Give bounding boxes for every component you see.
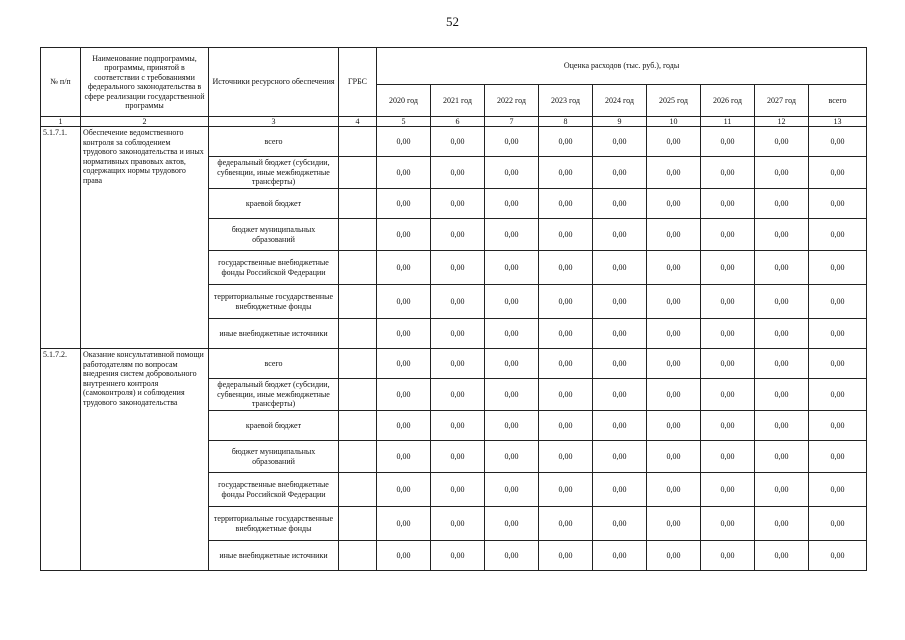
expense-value: 0,00	[539, 349, 593, 379]
expense-value: 0,00	[701, 285, 755, 319]
expense-value: 0,00	[485, 127, 539, 157]
header-year: 2021 год	[431, 85, 485, 117]
expense-value: 0,00	[377, 319, 431, 349]
expense-value: 0,00	[377, 411, 431, 441]
expense-value: 0,00	[485, 379, 539, 411]
expense-value: 0,00	[701, 219, 755, 251]
expense-value: 0,00	[431, 219, 485, 251]
expense-value: 0,00	[377, 251, 431, 285]
header-name: Наименование подпрограммы, программы, принятой в соответствии с требованиями федерального законодательства в сфере реализации государственной программы	[81, 48, 209, 117]
expense-value: 0,00	[755, 319, 809, 349]
column-index-cell: 7	[485, 117, 539, 127]
grbs-cell	[339, 541, 377, 571]
expense-value: 0,00	[377, 285, 431, 319]
expense-value: 0,00	[485, 473, 539, 507]
expense-value: 0,00	[809, 219, 867, 251]
expense-value: 0,00	[539, 473, 593, 507]
expense-value: 0,00	[647, 541, 701, 571]
expense-value: 0,00	[377, 441, 431, 473]
page-number: 52	[446, 14, 459, 29]
funding-source: краевой бюджет	[209, 411, 339, 441]
column-index-cell: 3	[209, 117, 339, 127]
expense-value: 0,00	[593, 219, 647, 251]
expense-value: 0,00	[485, 319, 539, 349]
expense-value: 0,00	[431, 285, 485, 319]
header-year: 2025 год	[647, 85, 701, 117]
expense-value: 0,00	[701, 157, 755, 189]
header-row	[41, 48, 867, 85]
expense-value: 0,00	[485, 541, 539, 571]
expense-value: 0,00	[539, 379, 593, 411]
expense-value: 0,00	[539, 285, 593, 319]
expense-value: 0,00	[377, 473, 431, 507]
expense-value: 0,00	[647, 473, 701, 507]
expense-value: 0,00	[593, 541, 647, 571]
expense-value: 0,00	[431, 127, 485, 157]
expense-value: 0,00	[647, 285, 701, 319]
expense-value: 0,00	[539, 319, 593, 349]
header-year: 2027 год	[755, 85, 809, 117]
funding-source: территориальные государственные внебюджетные фонды	[209, 507, 339, 541]
expense-value: 0,00	[377, 349, 431, 379]
expense-value: 0,00	[377, 541, 431, 571]
expense-value: 0,00	[755, 441, 809, 473]
expense-value: 0,00	[377, 219, 431, 251]
expense-value: 0,00	[593, 189, 647, 219]
expense-value: 0,00	[593, 473, 647, 507]
expense-value: 0,00	[647, 349, 701, 379]
expense-value: 0,00	[593, 251, 647, 285]
expense-value: 0,00	[701, 349, 755, 379]
header-year: всего	[809, 85, 867, 117]
funding-source: иные внебюджетные источники	[209, 541, 339, 571]
column-index-cell: 13	[809, 117, 867, 127]
expense-value: 0,00	[647, 219, 701, 251]
header-year: 2020 год	[377, 85, 431, 117]
expense-value: 0,00	[755, 189, 809, 219]
expense-value: 0,00	[755, 285, 809, 319]
expense-value: 0,00	[809, 189, 867, 219]
grbs-cell	[339, 127, 377, 157]
column-index-cell: 6	[431, 117, 485, 127]
item-code: 5.1.7.2.	[41, 349, 81, 571]
funding-source: государственные внебюджетные фонды Российской Федерации	[209, 251, 339, 285]
expense-value: 0,00	[647, 251, 701, 285]
expense-value: 0,00	[377, 127, 431, 157]
header-sources: Источники ресурсного обеспечения	[209, 48, 339, 117]
budget-table	[40, 47, 867, 571]
expense-value: 0,00	[701, 127, 755, 157]
expense-value: 0,00	[593, 411, 647, 441]
grbs-cell	[339, 251, 377, 285]
expense-value: 0,00	[809, 349, 867, 379]
expense-value: 0,00	[647, 319, 701, 349]
expense-value: 0,00	[431, 411, 485, 441]
expense-value: 0,00	[647, 379, 701, 411]
expense-value: 0,00	[539, 441, 593, 473]
column-index-cell: 10	[647, 117, 701, 127]
funding-source: всего	[209, 127, 339, 157]
expense-value: 0,00	[485, 411, 539, 441]
expense-value: 0,00	[809, 157, 867, 189]
expense-value: 0,00	[593, 349, 647, 379]
column-index-cell: 1	[41, 117, 81, 127]
expense-value: 0,00	[809, 541, 867, 571]
expense-value: 0,00	[809, 379, 867, 411]
header-grbs: ГРБС	[339, 48, 377, 117]
grbs-cell	[339, 319, 377, 349]
column-index-row	[41, 117, 867, 127]
funding-source: всего	[209, 349, 339, 379]
expense-value: 0,00	[809, 441, 867, 473]
expense-value: 0,00	[539, 157, 593, 189]
header-number: № п/п	[41, 48, 81, 117]
expense-value: 0,00	[593, 379, 647, 411]
expense-value: 0,00	[539, 219, 593, 251]
expense-value: 0,00	[539, 507, 593, 541]
expense-value: 0,00	[431, 251, 485, 285]
expense-value: 0,00	[593, 507, 647, 541]
expense-value: 0,00	[485, 189, 539, 219]
funding-source: бюджет муниципальных образований	[209, 441, 339, 473]
expense-value: 0,00	[755, 541, 809, 571]
expense-value: 0,00	[755, 251, 809, 285]
column-index-cell: 5	[377, 117, 431, 127]
expense-value: 0,00	[701, 441, 755, 473]
expense-value: 0,00	[755, 411, 809, 441]
expense-value: 0,00	[809, 251, 867, 285]
expense-value: 0,00	[431, 541, 485, 571]
expense-value: 0,00	[701, 507, 755, 541]
expense-value: 0,00	[539, 251, 593, 285]
column-index-cell: 4	[339, 117, 377, 127]
expense-value: 0,00	[809, 319, 867, 349]
expense-value: 0,00	[755, 349, 809, 379]
expense-value: 0,00	[755, 379, 809, 411]
expense-value: 0,00	[647, 441, 701, 473]
expense-value: 0,00	[485, 157, 539, 189]
expense-value: 0,00	[755, 473, 809, 507]
grbs-cell	[339, 285, 377, 319]
expense-value: 0,00	[701, 541, 755, 571]
expense-value: 0,00	[485, 285, 539, 319]
grbs-cell	[339, 157, 377, 189]
header-year: 2022 год	[485, 85, 539, 117]
expense-value: 0,00	[593, 157, 647, 189]
expense-value: 0,00	[701, 411, 755, 441]
expense-value: 0,00	[485, 251, 539, 285]
expense-value: 0,00	[647, 411, 701, 441]
expense-value: 0,00	[431, 473, 485, 507]
grbs-cell	[339, 441, 377, 473]
table-row	[41, 349, 867, 379]
expense-value: 0,00	[809, 127, 867, 157]
funding-source: федеральный бюджет (субсидии, субвенции, иные межбюджетные трансферты)	[209, 157, 339, 189]
expense-value: 0,00	[755, 219, 809, 251]
expense-value: 0,00	[485, 441, 539, 473]
grbs-cell	[339, 349, 377, 379]
funding-source: федеральный бюджет (субсидии, субвенции, иные межбюджетные трансферты)	[209, 379, 339, 411]
column-index-cell: 12	[755, 117, 809, 127]
expense-value: 0,00	[755, 507, 809, 541]
expense-value: 0,00	[377, 507, 431, 541]
expense-value: 0,00	[593, 127, 647, 157]
expense-value: 0,00	[593, 285, 647, 319]
funding-source: территориальные государственные внебюджетные фонды	[209, 285, 339, 319]
expense-value: 0,00	[431, 349, 485, 379]
header-expenses: Оценка расходов (тыс. руб.), годы	[377, 48, 867, 85]
expense-value: 0,00	[701, 189, 755, 219]
header-year: 2026 год	[701, 85, 755, 117]
expense-value: 0,00	[701, 473, 755, 507]
item-code: 5.1.7.1.	[41, 127, 81, 349]
expense-value: 0,00	[431, 507, 485, 541]
expense-value: 0,00	[647, 157, 701, 189]
expense-value: 0,00	[701, 379, 755, 411]
expense-value: 0,00	[539, 189, 593, 219]
column-index-cell: 2	[81, 117, 209, 127]
expense-value: 0,00	[431, 189, 485, 219]
expense-value: 0,00	[539, 127, 593, 157]
expense-value: 0,00	[809, 507, 867, 541]
expense-value: 0,00	[755, 127, 809, 157]
expense-value: 0,00	[377, 379, 431, 411]
expense-value: 0,00	[593, 441, 647, 473]
expense-value: 0,00	[485, 219, 539, 251]
expense-value: 0,00	[485, 349, 539, 379]
expense-value: 0,00	[377, 189, 431, 219]
expense-value: 0,00	[431, 379, 485, 411]
header-year: 2024 год	[593, 85, 647, 117]
expense-value: 0,00	[701, 319, 755, 349]
expense-value: 0,00	[431, 157, 485, 189]
column-index-cell: 8	[539, 117, 593, 127]
column-index-cell: 11	[701, 117, 755, 127]
table-row	[41, 127, 867, 157]
expense-value: 0,00	[539, 541, 593, 571]
expense-value: 0,00	[809, 473, 867, 507]
grbs-cell	[339, 473, 377, 507]
item-name: Оказание консультативной помощи работодателям по вопросам внедрения систем добровольного внутреннего контроля (самоконтроля) и соблюдения трудового законодательства	[81, 349, 209, 571]
funding-source: государственные внебюджетные фонды Российской Федерации	[209, 473, 339, 507]
expense-value: 0,00	[647, 127, 701, 157]
funding-source: краевой бюджет	[209, 189, 339, 219]
funding-source: иные внебюджетные источники	[209, 319, 339, 349]
expense-value: 0,00	[593, 319, 647, 349]
expense-value: 0,00	[377, 157, 431, 189]
expense-value: 0,00	[431, 319, 485, 349]
grbs-cell	[339, 219, 377, 251]
grbs-cell	[339, 411, 377, 441]
expense-value: 0,00	[647, 189, 701, 219]
expense-value: 0,00	[647, 507, 701, 541]
expense-value: 0,00	[755, 157, 809, 189]
grbs-cell	[339, 507, 377, 541]
expense-value: 0,00	[809, 285, 867, 319]
grbs-cell	[339, 189, 377, 219]
expense-value: 0,00	[431, 441, 485, 473]
header-year: 2023 год	[539, 85, 593, 117]
expense-value: 0,00	[701, 251, 755, 285]
item-name: Обеспечение ведомственного контроля за соблюдением трудового законодательства и иных нормативных правовых актов, содержащих нормы трудового права	[81, 127, 209, 349]
expense-value: 0,00	[809, 411, 867, 441]
funding-source: бюджет муниципальных образований	[209, 219, 339, 251]
expense-value: 0,00	[539, 411, 593, 441]
expense-value: 0,00	[485, 507, 539, 541]
column-index-cell: 9	[593, 117, 647, 127]
grbs-cell	[339, 379, 377, 411]
